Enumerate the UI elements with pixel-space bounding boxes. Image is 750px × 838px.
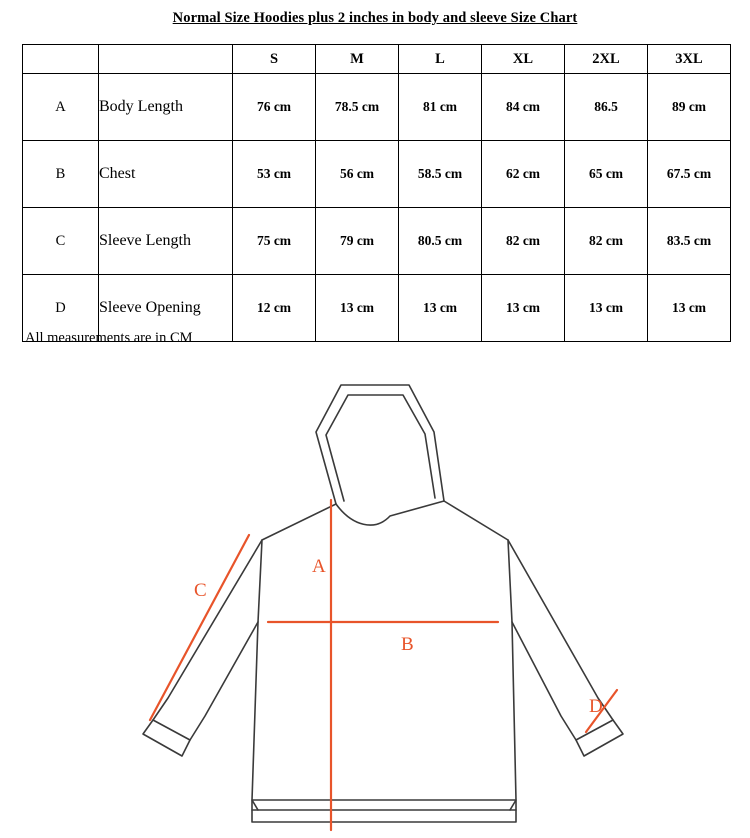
cell-value: 67.5 cm xyxy=(648,141,731,208)
header-size-2xl: 2XL xyxy=(565,45,648,74)
cell-value: 58.5 cm xyxy=(399,141,482,208)
cell-value: 13 cm xyxy=(399,275,482,342)
cell-value: 65 cm xyxy=(565,141,648,208)
cell-value: 13 cm xyxy=(648,275,731,342)
header-size-m: M xyxy=(316,45,399,74)
cell-value: 75 cm xyxy=(233,208,316,275)
table-header-row xyxy=(23,45,731,74)
row-letter: C xyxy=(23,208,99,275)
cell-value: 82 cm xyxy=(482,208,565,275)
measure-label-a: A xyxy=(312,556,326,577)
measure-label-b: B xyxy=(401,634,414,655)
row-letter: D xyxy=(23,275,99,342)
hood-outline xyxy=(316,385,444,504)
hoodie-diagram xyxy=(0,360,750,838)
measure-line-c xyxy=(150,535,249,720)
cell-value: 83.5 cm xyxy=(648,208,731,275)
table-row xyxy=(23,208,731,275)
cell-value: 76 cm xyxy=(233,74,316,141)
left-sleeve-outline xyxy=(153,540,262,740)
cell-value: 80.5 cm xyxy=(399,208,482,275)
row-measurement-name: Chest xyxy=(99,141,233,208)
right-cuff-outline xyxy=(576,720,623,756)
cell-value: 86.5 xyxy=(565,74,648,141)
table-row xyxy=(23,141,731,208)
size-chart-table xyxy=(22,44,731,342)
row-measurement-name: Sleeve Length xyxy=(99,208,233,275)
cell-value: 53 cm xyxy=(233,141,316,208)
page-title: Normal Size Hoodies plus 2 inches in body and sleeve Size Chart xyxy=(172,10,578,26)
cell-value: 13 cm xyxy=(565,275,648,342)
cell-value: 13 cm xyxy=(316,275,399,342)
left-cuff-outline xyxy=(143,720,190,756)
cell-value: 62 cm xyxy=(482,141,565,208)
cell-value: 56 cm xyxy=(316,141,399,208)
measurement-units-note: All measurements are in CM xyxy=(25,330,193,346)
body-left-outline xyxy=(252,504,336,810)
header-size-l: L xyxy=(399,45,482,74)
cell-value: 79 cm xyxy=(316,208,399,275)
cell-value: 82 cm xyxy=(565,208,648,275)
row-letter: B xyxy=(23,141,99,208)
measure-label-d: D xyxy=(589,696,603,717)
row-letter: A xyxy=(23,74,99,141)
table-header xyxy=(23,45,731,74)
row-measurement-name: Body Length xyxy=(99,74,233,141)
cell-value: 84 cm xyxy=(482,74,565,141)
hem-band-outline xyxy=(252,800,516,822)
header-letter-col xyxy=(23,45,99,74)
header-size-s: S xyxy=(233,45,316,74)
hood-inner-outline xyxy=(326,395,435,501)
cell-value: 78.5 cm xyxy=(316,74,399,141)
cell-value: 13 cm xyxy=(482,275,565,342)
cell-value: 89 cm xyxy=(648,74,731,141)
collar-opline xyxy=(336,501,444,525)
body-right-outline xyxy=(444,501,516,810)
row-measurement-name: Sleeve Opening xyxy=(99,275,233,342)
header-size-xl: XL xyxy=(482,45,565,74)
cell-value: 12 cm xyxy=(233,275,316,342)
table-body xyxy=(23,74,731,342)
table-row xyxy=(23,74,731,141)
header-size-3xl: 3XL xyxy=(648,45,731,74)
cell-value: 81 cm xyxy=(399,74,482,141)
header-name-col xyxy=(99,45,233,74)
measure-label-c: C xyxy=(194,580,207,601)
